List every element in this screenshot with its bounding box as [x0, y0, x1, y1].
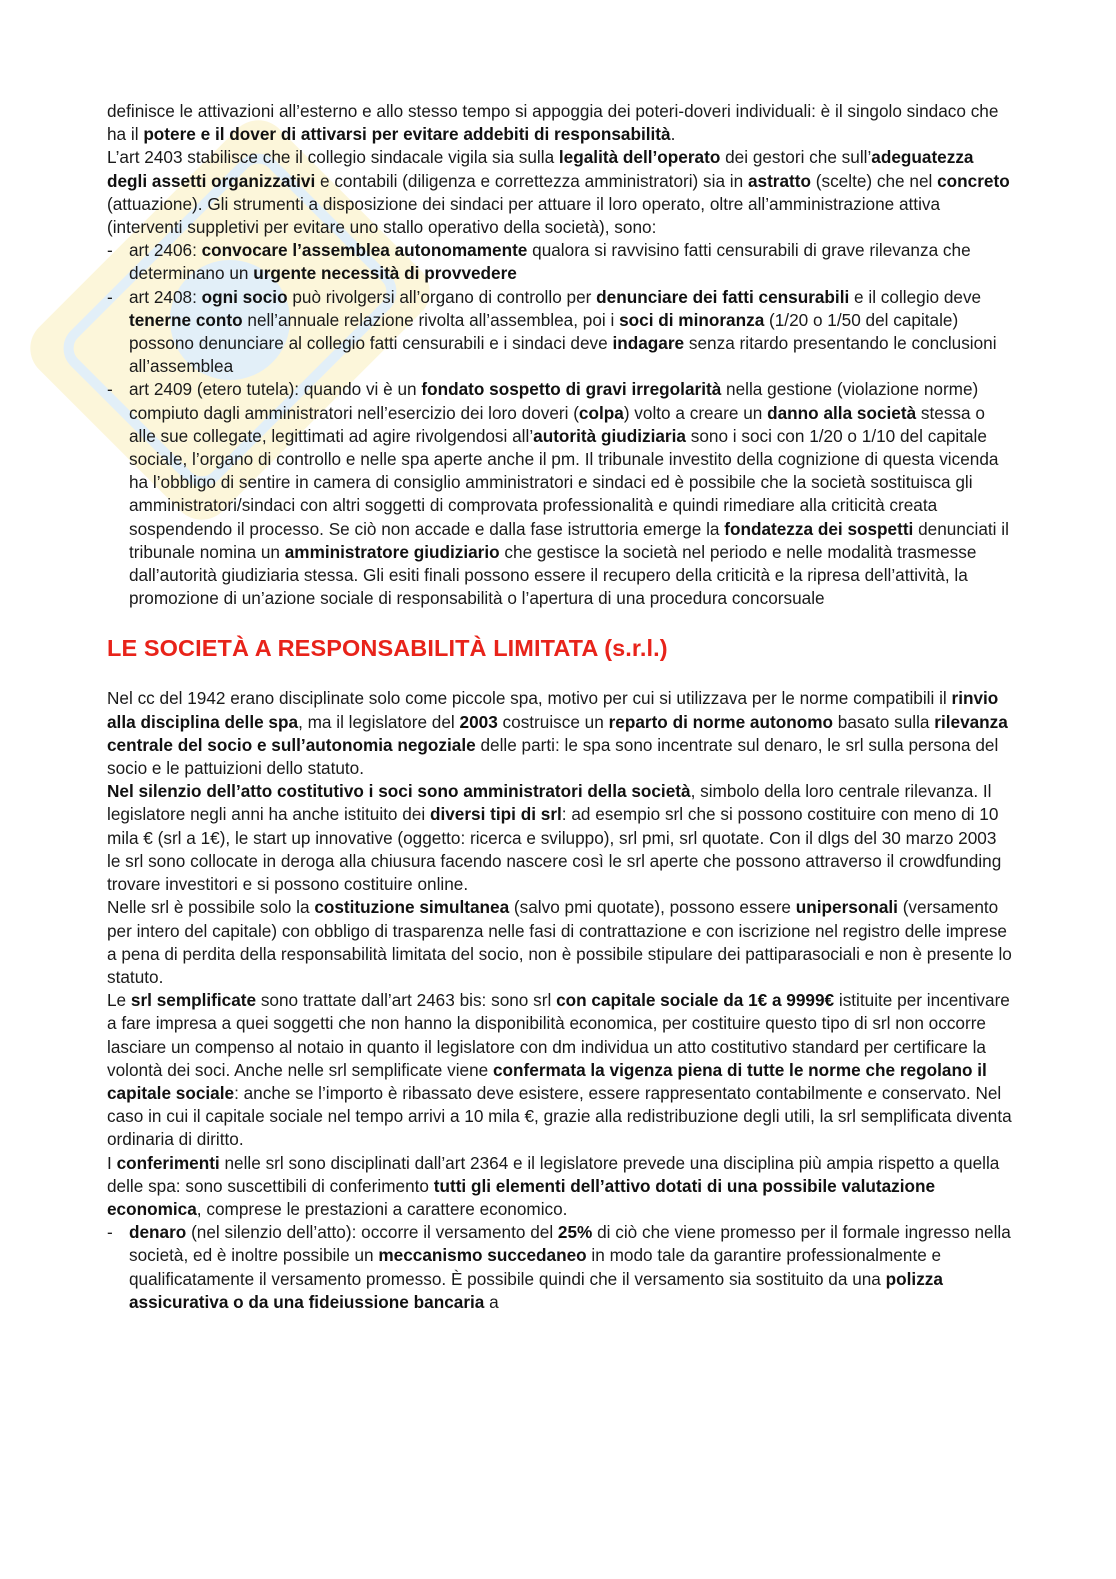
srl-semplificate-paragraph: Le srl semplificate sono trattate dall’art 2463 bis: sono srl con capitale sociale da 1€ a 9999€ istituite per incentivare a fare impresa a quei soggetti che non hanno la disponibilità economica, per costituire questo tipo di srl non occorre lasciare un compenso al notaio in quanto il legislatore con dm individua un atto costitutivo standard per certificare la volontà dei soci. Anche nelle srl semplificate viene confermata la vigenza piena di tutte le norme che regolano il capitale sociale: anche se l’importo è ribassato deve esistere, essere rappresentato contabilmente e conservato. Nel caso in cui il capitale sociale nel tempo arrivi a 10 mila €, grazie alla redistribuzione degli utili, la srl semplificata diventa ordinaria di diritto.: [107, 990, 1012, 1150]
list-item-art-2409: - art 2409 (etero tutela): quando vi è un fondato sospetto di gravi irregolarità nella gestione (violazione norme) compiuto dagli amministratori nell’esercizio dei loro doveri (colpa) volto a creare un danno alla società stessa o alle sue collegate, legittimati ad agire rivolgendosi all’autorità giudiziaria sono i soci con 1/20 o 1/10 del capitale sociale, l’organo di controllo e nelle spa aperte anche il pm. Il tribunale investito della cognizione di questa vicenda ha l’obbligo di sentire in camera di consiglio amministratori e sindaci ed è possibile che la società sostituisca gli amministratori/sindaci con altri soggetti di comprovata professionalità e quindi rimediare alla criticità creata sospendendo il processo. Se ciò non accade e dalla fase istruttoria emerge la fondatezza dei sospetti denunciati il tribunale nomina un amministratore giudiziario che gestisce la società nel periodo e nelle modalità trasmesse dall’autorità giudiziaria stessa. Gli esiti finali possono essere il recupero della criticità e la ripresa dell’attività, la promozione di un’azione sociale di responsabilità o l’apertura di una procedura concorsuale: [107, 378, 1012, 610]
conferimenti-paragraph: I conferimenti nelle srl sono disciplinati dall’art 2364 e il legislatore prevede una disciplina più ampia rispetto a quella delle spa: sono suscettibili di conferimento tutti gli elementi dell’attivo dotati di una possibile valutazione economica, comprese le prestazioni a carattere economico.: [107, 1152, 1000, 1219]
document-page: [107, 100, 1012, 1314]
list-item-art-2406: - art 2406: convocare l’assemblea autonomamente qualora si ravvisino fatti censurabili di grave rilevanza che determinano un urgente necessità di provvedere: [107, 239, 1012, 285]
srl-history-paragraph: Nel cc del 1942 erano disciplinate solo come piccole spa, motivo per cui si utilizzava per le norme compatibili il rinvio alla disciplina delle spa, ma il legislatore del 2003 costruisce un reparto di norme autonomo basato sulla rilevanza centrale del socio e sull’autonomia negoziale delle parti: le spa sono incentrate sul denaro, le srl sulla persona del socio e le pattuizioni dello statuto. Nel silenzio dell’atto costitutivo i soci sono amministratori della società, simbolo della loro centrale rilevanza. Il legislatore negli anni ha anche istituito dei diversi tipi di srl: ad esempio srl che si possono costituire con meno di 10 mila € (srl a 1€), le start up innovative (oggetto: ricerca e sviluppo), srl pmi, srl quotate. Con il dlgs del 30 marzo 2003 le srl sono collocate in deroga alla chiusura facendo nascere così le srl aperte che possono attraverso il crowdfunding trovare investitori e si possono costituire online.: [107, 688, 1008, 895]
sindaci-tools-list: [107, 239, 1012, 610]
srl-costituzione-paragraph: Nelle srl è possibile solo la costituzione simultanea (salvo pmi quotate), possono essere unipersonali (versamento per intero del capitale) con obbligo di trasparenza nelle fasi di contrattazione e con iscrizione nel registro delle imprese a pena di perdita della responsabilità limitata del socio, non è possibile stipulare dei pattiparasociali e non è presente lo statuto.: [107, 897, 1012, 987]
intro-paragraph: definisce le attivazioni all’esterno e allo stesso tempo si appoggia dei poteri-doveri individuali: è il singolo sindaco che ha il potere e il dover di attivarsi per evitare addebiti di responsabilità. L’art 2403 stabilisce che il collegio sindacale vigila sia sulla legalità dell’operato dei gestori che sull’adeguatezza degli assetti organizzativi e contabili (diligenza e correttezza amministratori) sia in astratto (scelte) che nel concreto (attuazione). Gli strumenti a disposizione dei sindaci per attuare il loro operato, oltre all’amministrazione attiva (interventi suppletivi per evitare uno stallo operativo della società), sono:: [107, 101, 1010, 238]
list-item-art-2408: - art 2408: ogni socio può rivolgersi all’organo di controllo per denunciare dei fatti censurabili e il collegio deve tenerne conto nell’annuale relazione rivolta all’assemblea, poi i soci di minoranza (1/20 o 1/50 del capitale) possono denunciare al collegio fatti censurabili e i sindaci deve indagare senza ritardo presentando le conclusioni all’assemblea: [107, 286, 1012, 379]
section-title: LE SOCIETÀ A RESPONSABILITÀ LIMITATA (s.r.l.): [107, 635, 668, 662]
conferimenti-list: [107, 1221, 1012, 1314]
list-item-denaro: - denaro (nel silenzio dell’atto): occorre il versamento del 25% di ciò che viene promesso per il formale ingresso nella società, ed è inoltre possibile un meccanismo succedaneo in modo tale da garantire professionalmente e qualificatamente il versamento promesso. È possibile quindi che il versamento sia sostituito da una polizza assicurativa o da una fideiussione bancaria a: [107, 1221, 1012, 1314]
